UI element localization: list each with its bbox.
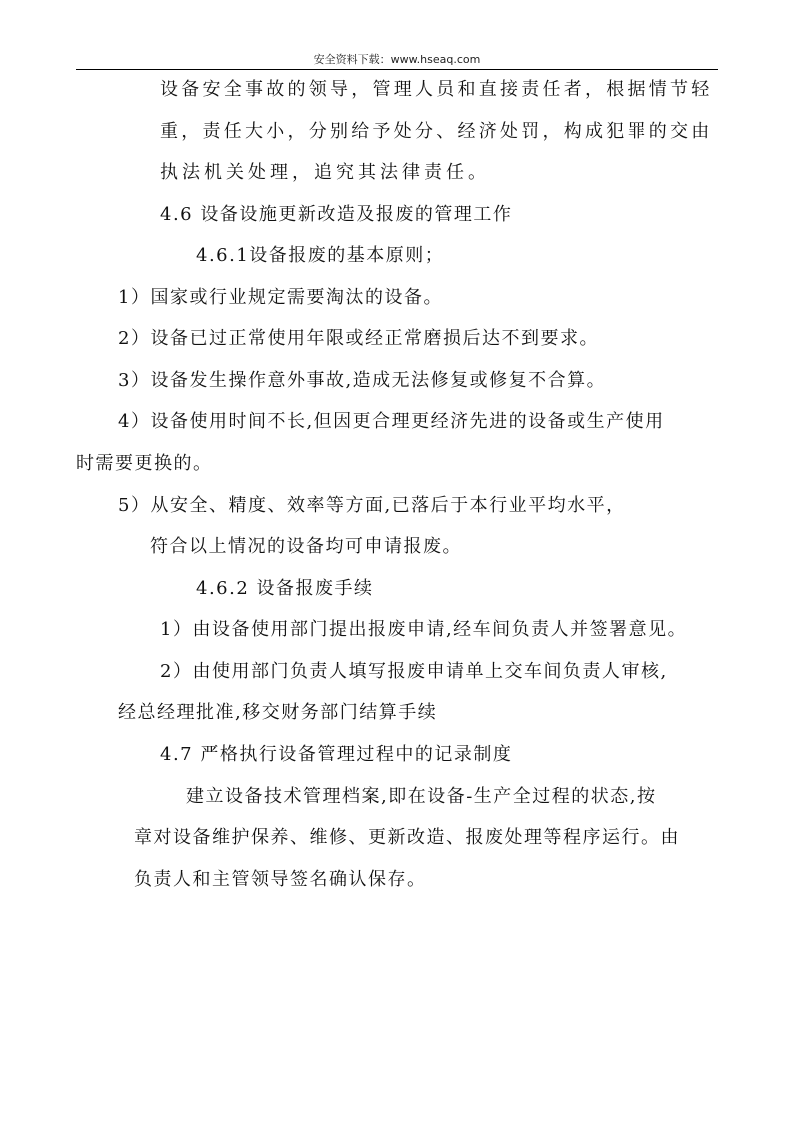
- section-heading: 4.6 设备设施更新改造及报废的管理工作: [160, 204, 513, 225]
- body-line: 符合以上情况的设备均可申请报废。: [150, 536, 462, 557]
- body-line: 2）设备已过正常使用年限或经正常磨损后达不到要求。: [118, 328, 599, 349]
- body-line: 经总经理批准,移交财务部门结算手续: [118, 702, 438, 723]
- body-line: 3）设备发生操作意外事故,造成无法修复或修复不合算。: [118, 370, 607, 391]
- subsection-heading: 4.6.2 设备报废手续: [196, 578, 374, 599]
- body-line: 执法机关处理，追究其法律责任。: [160, 162, 490, 183]
- body-line: 设备安全事故的领导，管理人员和直接责任者，根据情节轻: [160, 79, 713, 100]
- body-line: 时需要更换的。: [76, 453, 213, 474]
- body-line: 章对设备维护保养、维修、更新改造、报废处理等程序运行。由: [134, 827, 680, 848]
- body-line: 5）从安全、精度、效率等方面,已落后于本行业平均水平，: [118, 495, 626, 516]
- section-heading: 4.7 严格执行设备管理过程中的记录制度: [160, 744, 513, 765]
- body-line: 建立设备技术管理档案,即在设备-生产全过程的状态,按: [186, 786, 657, 807]
- body-line: 2）由使用部门负责人填写报废申请单上交车间负责人审核,: [160, 661, 668, 682]
- body-line: 1）国家或行业规定需要淘汰的设备。: [118, 287, 443, 308]
- page-header: 安全资料下载：www.hseaq.com: [313, 53, 481, 66]
- body-line: 重，责任大小，分别给予处分、经济处罚，构成犯罪的交由: [160, 121, 713, 142]
- body-line: 4）设备使用时间不长,但因更合理更经济先进的设备或生产使用: [118, 411, 665, 432]
- body-line: 1）由设备使用部门提出报废申请,经车间负责人并签署意见。: [160, 619, 688, 640]
- body-line: 负责人和主管领导签名确认保存。: [134, 869, 427, 890]
- subsection-heading: 4.6.1设备报废的基本原则；: [196, 245, 445, 266]
- header-divider: [76, 69, 718, 70]
